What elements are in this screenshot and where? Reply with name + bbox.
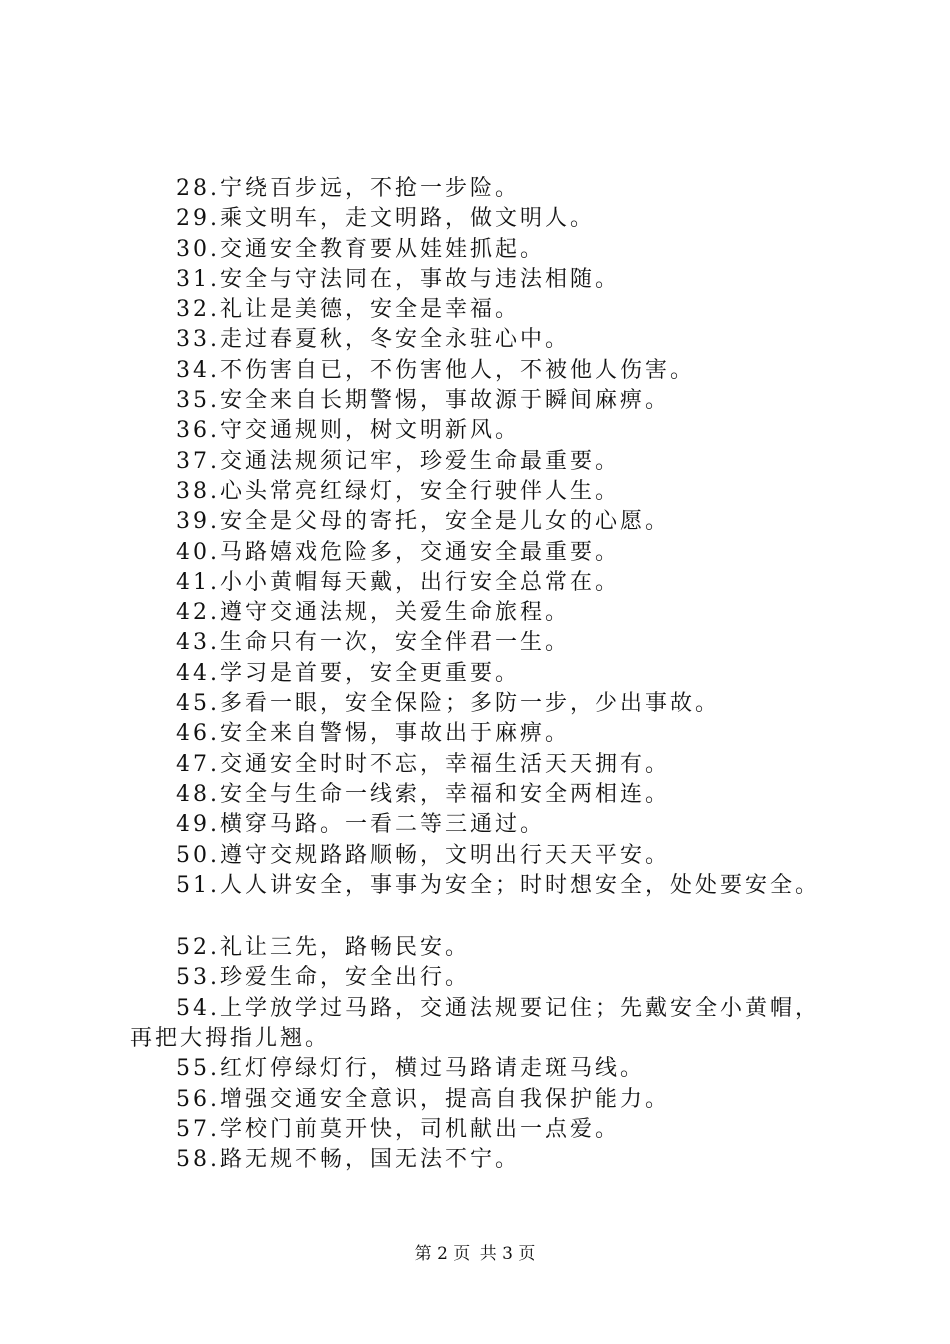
list-item: 29.乘文明车，走文明路，做文明人。 [176,206,595,232]
list-item: 49.横穿马路。一看二等三通过。 [176,812,545,838]
list-item: 32.礼让是美德，安全是幸福。 [176,297,520,323]
list-item: 38.心头常亮红绿灯，安全行驶伴人生。 [176,478,620,504]
list-item: 56.增强交通安全意识，提高自我保护能力。 [176,1086,670,1112]
list-item: 30.交通安全教育要从娃娃抓起。 [176,236,545,262]
list-item: 33.走过春夏秋，冬安全永驻心中。 [176,327,570,353]
slogan-list [130,174,830,1176]
list-item: 57.学校门前莫开快，司机献出一点爱。 [176,1116,620,1142]
list-item: 37.交通法规须记牢，珍爱生命最重要。 [176,448,620,474]
list-item: 58.路无规不畅，国无法不宁。 [176,1147,520,1173]
list-item: 51.人人讲安全，事事为安全；时时想安全，处处要安全。 [176,872,820,898]
list-item: 48.安全与生命一线索，幸福和安全两相连。 [176,781,670,807]
list-item: 53.珍爱生命，安全出行。 [176,965,470,991]
list-item: 36.守交通规则，树文明新风。 [176,418,520,444]
list-item: 50.遵守交规路路顺畅，文明出行天天平安。 [176,842,670,868]
page-footer [0,1242,950,1266]
list-item: 43.生命只有一次，安全伴君一生。 [176,630,570,656]
list-item: 35.安全来自长期警惕，事故源于瞬间麻痹。 [176,388,670,414]
list-item: 34.不伤害自已，不伤害他人，不被他人伤害。 [176,357,695,383]
list-item: 28.宁绕百步远，不抢一步险。 [176,176,520,201]
list-item: 44.学习是首要，安全更重要。 [176,660,520,686]
list-item: 40.马路嬉戏危险多，交通安全最重要。 [176,539,620,565]
list-item: 31.安全与守法同在，事故与违法相随。 [176,266,620,292]
list-item: 42.遵守交通法规，关爱生命旅程。 [176,600,570,626]
paragraph-gap [130,901,830,933]
page-number: 第 2 页 [414,1244,471,1264]
list-item: 41.小小黄帽每天戴，出行安全总常在。 [176,569,620,595]
list-item: 47.交通安全时时不忘，幸福生活天天拥有。 [176,751,670,777]
list-item: 52.礼让三先，路畅民安。 [176,935,470,961]
list-item: 45.多看一眼，安全保险；多防一步，少出事故。 [176,691,720,717]
page-total: 共 3 页 [479,1244,536,1264]
list-item: 39.安全是父母的寄托，安全是儿女的心愿。 [176,509,670,535]
list-item: 46.安全来自警惕，事故出于麻痹。 [176,721,570,747]
list-item: 54.上学放学过马路，交通法规要记住；先戴安全小黄帽，再把大拇指儿翘。 [130,995,820,1052]
list-item: 55.红灯停绿灯行，横过马路请走斑马线。 [176,1056,645,1082]
